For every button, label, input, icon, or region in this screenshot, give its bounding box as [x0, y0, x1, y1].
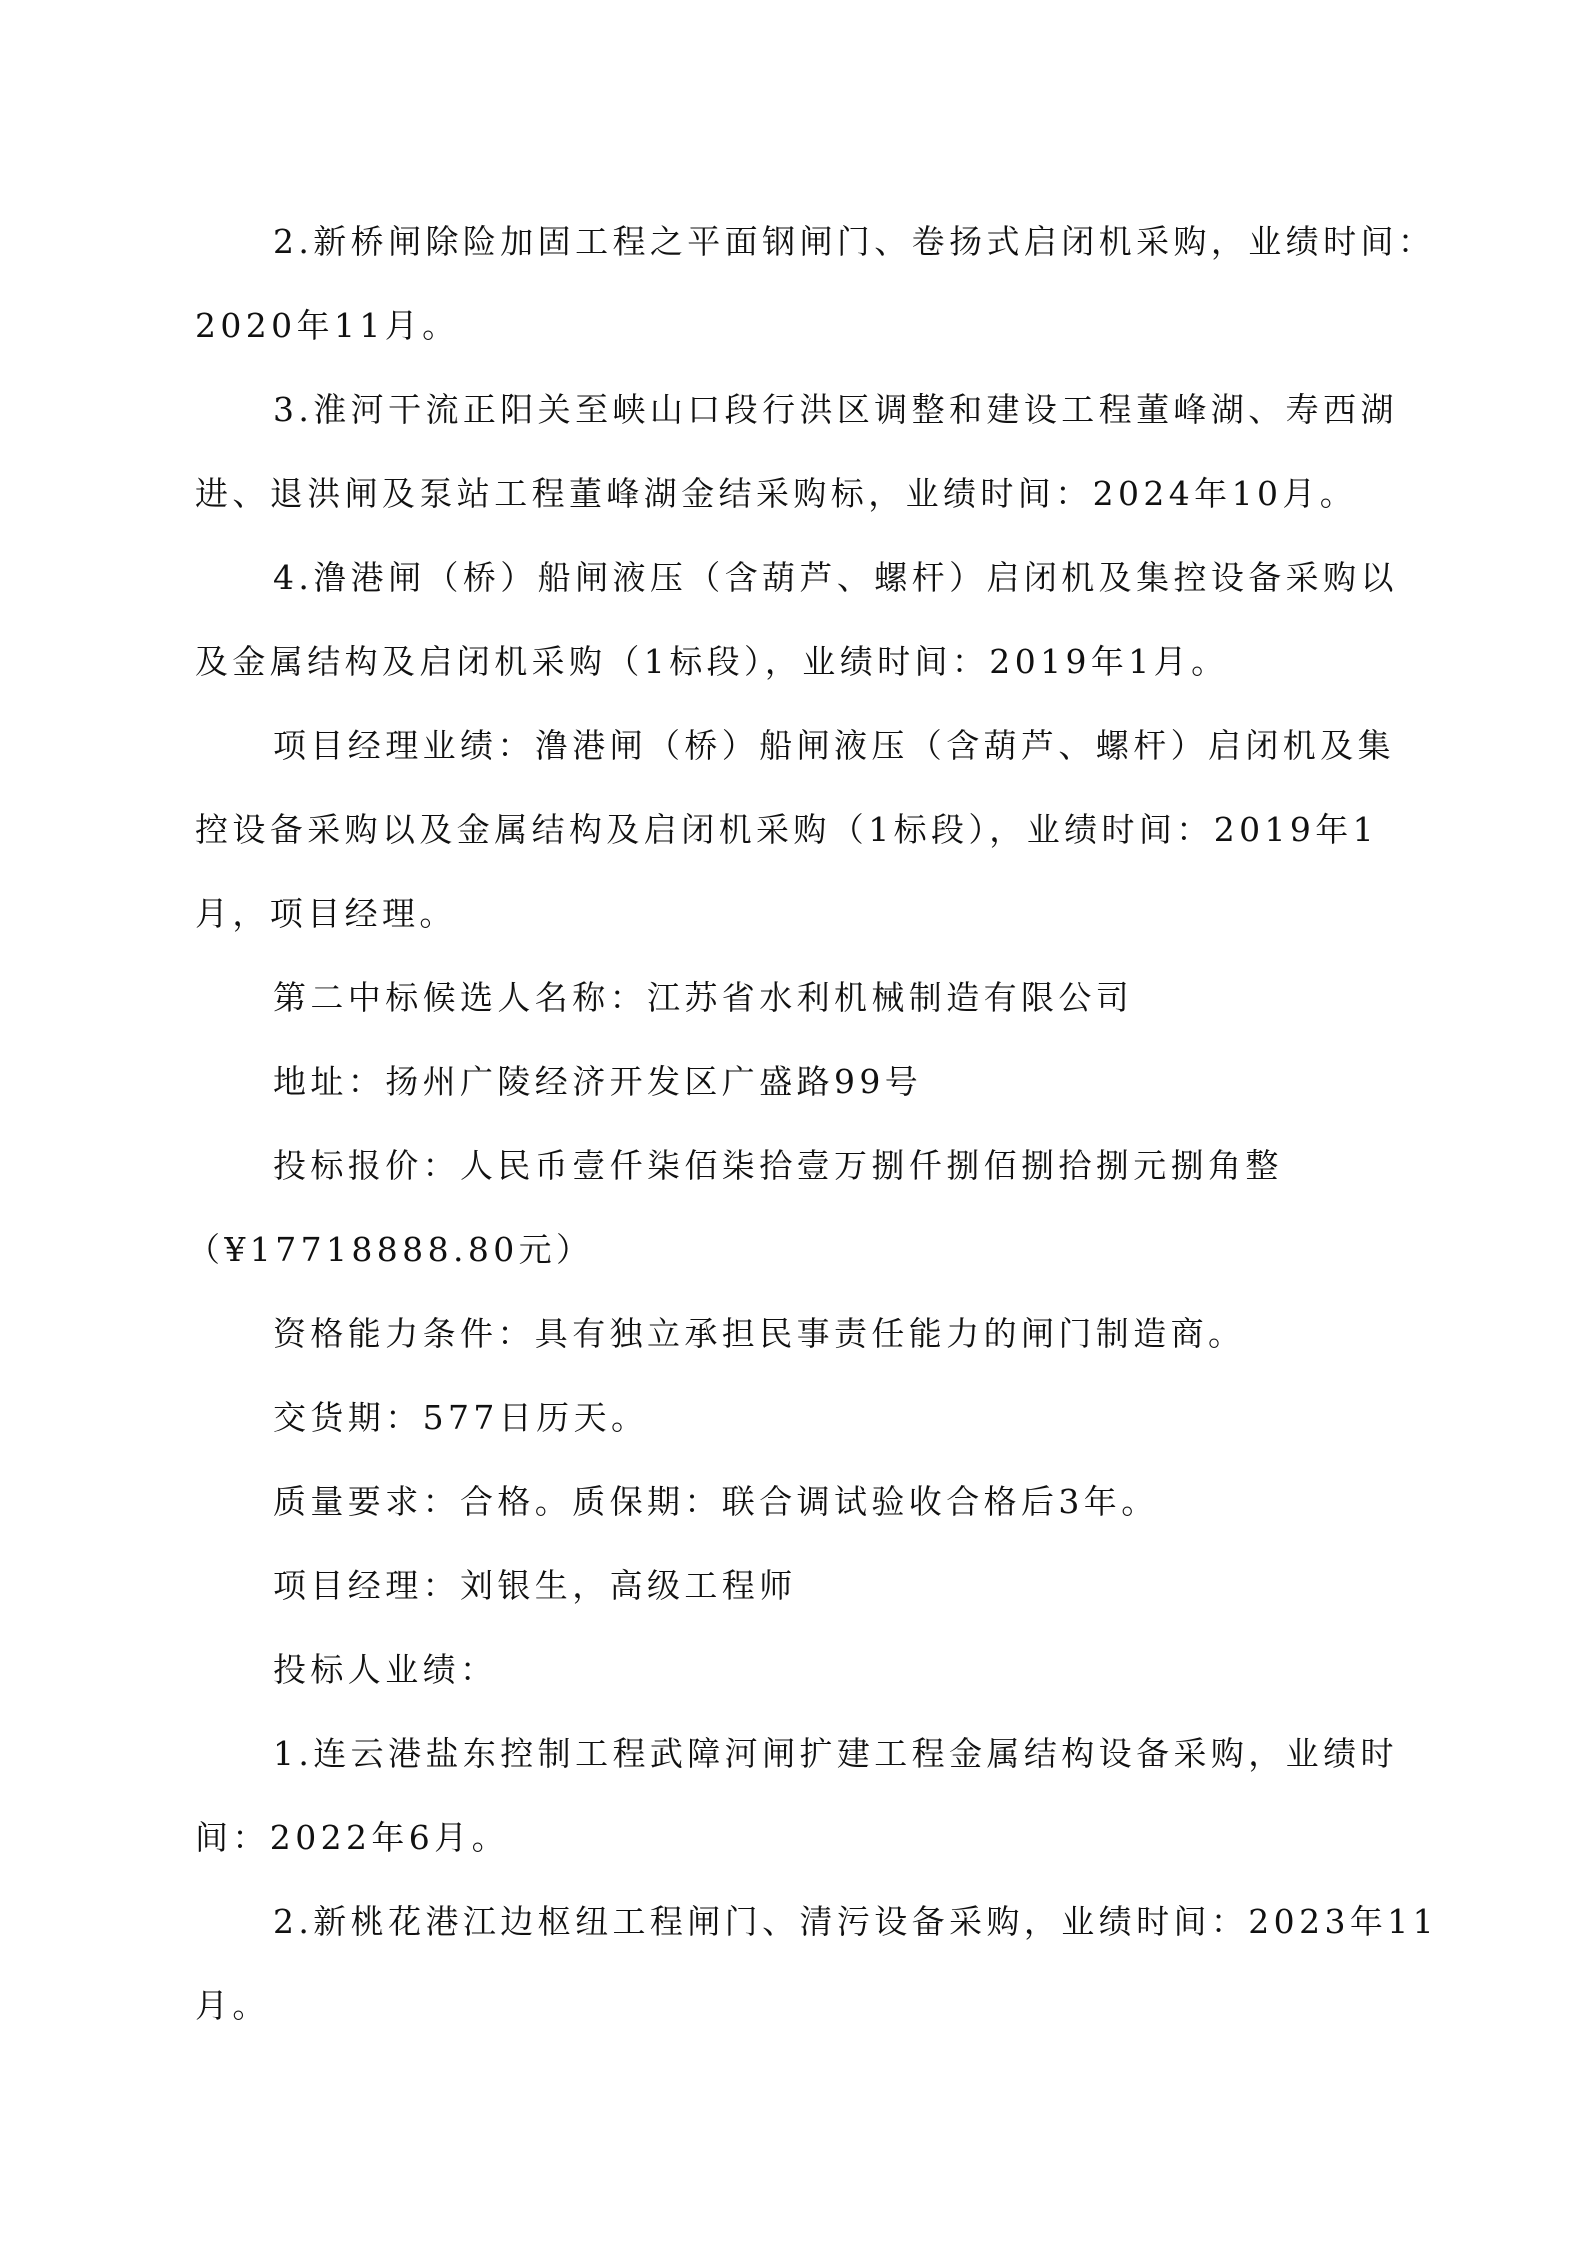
text-line: 投标人业绩：	[273, 1650, 498, 1689]
text-line: 地址：扬州广陵经济开发区广盛路99号	[273, 1062, 923, 1101]
text-line: 项目经理业绩：澛港闸（桥）船闸液压（含葫芦、螺杆）启闭机及集	[273, 726, 1395, 765]
text-line: 2020年11月。	[195, 306, 460, 345]
text-line: 2.新桥闸除险加固工程之平面钢闸门、卷扬式启闭机采购，业绩时间：	[273, 222, 1436, 261]
text-line: 资格能力条件：具有独立承担民事责任能力的闸门制造商。	[273, 1314, 1246, 1353]
text-line: 控设备采购以及金属结构及启闭机采购（1标段），业绩时间：2019年1	[195, 810, 1379, 849]
text-line: （¥17718888.80元）	[187, 1230, 594, 1269]
text-line: 月。	[195, 1986, 270, 2025]
text-line: 3.淮河干流正阳关至峡山口段行洪区调整和建设工程董峰湖、寿西湖	[273, 390, 1398, 429]
text-line: 1.连云港盐东控制工程武障河闸扩建工程金属结构设备采购，业绩时	[273, 1734, 1398, 1773]
text-line: 第二中标候选人名称：江苏省水利机械制造有限公司	[273, 978, 1134, 1017]
text-line: 4.澛港闸（桥）船闸液压（含葫芦、螺杆）启闭机及集控设备采购以	[273, 558, 1398, 597]
text-line: 交货期：577日历天。	[273, 1398, 649, 1437]
text-line: 2.新桃花港江边枢纽工程闸门、清污设备采购，业绩时间：2023年11	[273, 1902, 1439, 1941]
text-line: 投标报价：人民币壹仟柒佰柒拾壹万捌仟捌佰捌拾捌元捌角整	[273, 1146, 1283, 1185]
text-line: 项目经理：刘银生，高级工程师	[273, 1566, 797, 1605]
text-line: 进、退洪闸及泵站工程董峰湖金结采购标，业绩时间：2024年10月。	[195, 474, 1358, 513]
text-line: 月，项目经理。	[195, 894, 457, 933]
text-line: 间：2022年6月。	[195, 1818, 509, 1857]
text-line: 质量要求：合格。质保期：联合调试验收合格后3年。	[273, 1482, 1159, 1521]
text-line: 及金属结构及启闭机采购（1标段），业绩时间：2019年1月。	[195, 642, 1229, 681]
